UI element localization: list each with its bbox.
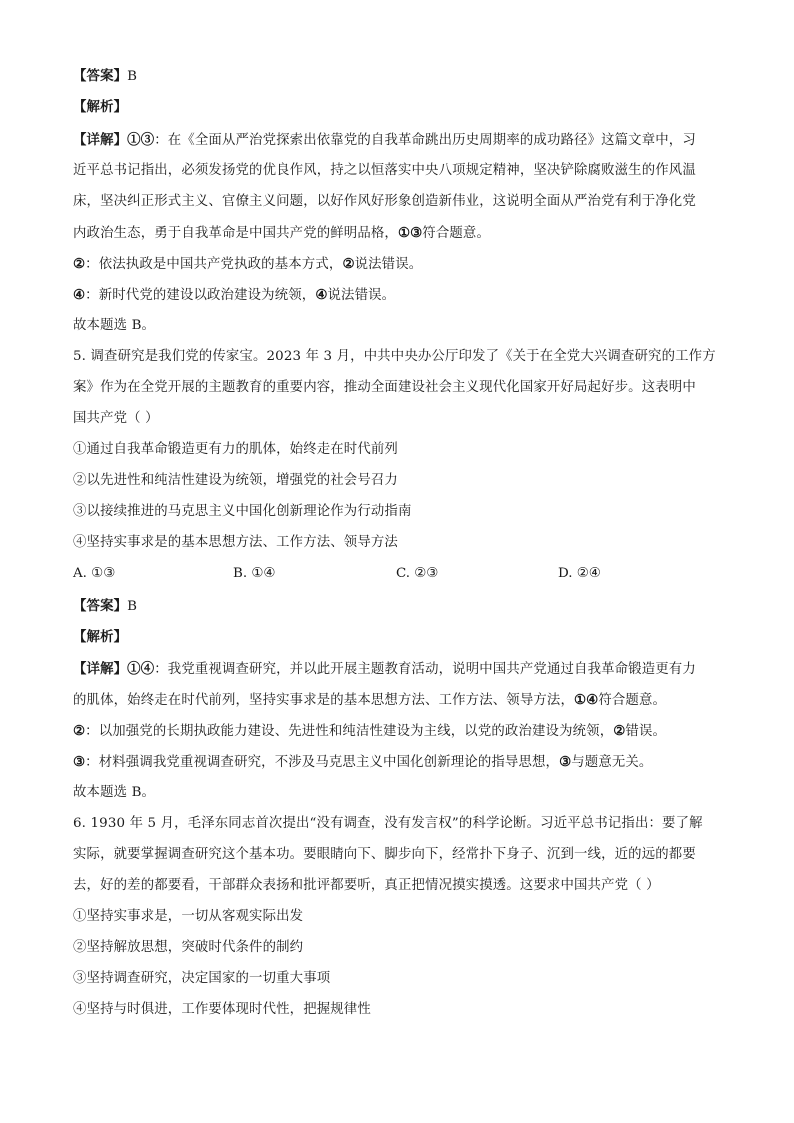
wrong-text: ：依法执政是中国共产党执政的基本方式，: [85, 257, 343, 272]
q5-stem-line-3: 国共产党（ ）: [73, 411, 159, 426]
q4-detail-line-3: 床，坚决纠正形式主义、官僚主义问题，以好作风好形象创造新伟业，这说明全面从严治党有利于净化党: [73, 194, 696, 209]
wrong-mark: ②: [342, 256, 355, 272]
answer-value: B: [127, 69, 138, 84]
detail-tail: 符合题意。: [598, 693, 667, 708]
q5-answer-line: [73, 596, 725, 616]
q6-item-2: ②坚持解放思想，突破时代条件的制约: [73, 940, 304, 955]
q5-wrong-1: [73, 721, 725, 741]
wrong-tail: 说法错误。: [354, 257, 423, 272]
wrong-tail: 错误。: [625, 724, 667, 739]
q4-wrong-2: [73, 285, 725, 305]
wrong-mark: ②: [613, 723, 626, 739]
q4-detail-line-2: 近平总书记指出，必须发扬党的优良作风，持之以恒落实中央八项规定精神，坚决铲除腐败滋生的作风温: [73, 163, 696, 178]
q4-analysis-tag: 【解析】: [73, 99, 128, 115]
q6-item-3: ③坚持调查研究，决定国家的一切重大事项: [73, 971, 331, 986]
wrong-head: ②: [73, 723, 86, 739]
q6-stem-line-3: 去，好的差的都要看，干部群众表扬和批评都要听，真正把情况摸实摸透。这要求中国共产党（ ）: [73, 878, 660, 893]
detail-mark: ①③: [397, 225, 423, 241]
q5-option-d: D. ②④: [558, 566, 601, 581]
q5-stem-line-2: 案》作为在全党开展的主题教育的重要内容，推动全面建设社会主义现代化国家开好局起好步。这表明中: [73, 380, 696, 395]
detail-text: 内政治生态，勇于自我革命是中国共产党的鲜明品格，: [73, 226, 398, 241]
answer-value: B: [127, 599, 138, 614]
q6-item-1: ①坚持实事求是，一切从客观实际出发: [73, 909, 304, 924]
q5-item-4: ④坚持实事求是的基本思想方法、工作方法、领导方法: [73, 535, 398, 550]
q5-option-c: C. ②③: [396, 566, 439, 581]
wrong-text: ：新时代党的建设以政治建设为统领，: [85, 288, 316, 303]
wrong-tail: 与题意无关。: [571, 755, 653, 770]
detail-text: 的肌体，始终走在时代前列，坚持实事求是的基本思想方法、工作方法、领导方法，: [73, 693, 575, 708]
q5-detail-line-2: [73, 690, 725, 710]
detail-tag: 【详解】: [73, 132, 128, 148]
q4-answer-line: [73, 66, 725, 86]
detail-tag: 【详解】: [73, 661, 128, 677]
q6-stem-line-2: 实际，就要掌握调查研究这个基本功。要眼睛向下、脚步向下，经常扑下身子、沉到一线，近的远的都要: [73, 847, 696, 862]
wrong-head: ④: [73, 287, 86, 303]
wrong-mark: ④: [315, 287, 328, 303]
q5-item-2: ②以先进性和纯洁性建设为统领，增强党的社会号召力: [73, 473, 398, 488]
detail-tail: 符合题意。: [422, 226, 490, 241]
detail-head: ①④: [127, 661, 155, 677]
wrong-mark: ③: [559, 754, 572, 770]
answer-tag: 【答案】: [73, 68, 128, 84]
q5-detail-line-1: [73, 659, 725, 679]
wrong-text: ：以加强党的长期执政能力建设、先进性和纯洁性建设为主线，以党的政治建设为统领，: [85, 724, 614, 739]
q5-wrong-2: [73, 752, 725, 772]
q4-conclusion: 故本题选 B。: [73, 318, 156, 333]
q5-conclusion: 故本题选 B。: [73, 785, 156, 800]
q6-item-4: ④坚持与时俱进，工作要体现时代性，把握规律性: [73, 1002, 371, 1017]
q5-item-1: ①通过自我革命锻造更有力的肌体，始终走在时代前列: [73, 442, 398, 457]
detail-text: ：在《全面从严治党探索出依靠党的自我革命跳出历史周期率的成功路径》这篇文章中，习: [154, 133, 696, 148]
detail-head: ①③: [127, 132, 155, 148]
q4-wrong-1: [73, 254, 725, 274]
wrong-head: ②: [73, 256, 86, 272]
q4-detail-line-4: [73, 223, 725, 243]
detail-text: ：我党重视调查研究，并以此开展主题教育活动，说明中国共产党通过自我革命锻造更有力: [154, 662, 696, 677]
answer-tag: 【答案】: [73, 598, 128, 614]
q5-stem-line-1: 5. 调查研究是我们党的传家宝。2023 年 3 月，中共中央办公厅印发了《关于在全党大兴调查研究的工作方: [73, 349, 716, 364]
detail-mark: ①④: [574, 692, 599, 708]
wrong-tail: 说法错误。: [327, 288, 396, 303]
q5-item-3: ③以接续推进的马克思主义中国化创新理论作为行动指南: [73, 504, 412, 519]
q5-option-a: A. ①③: [73, 566, 116, 581]
wrong-head: ③: [73, 754, 86, 770]
q5-option-b: B. ①④: [233, 566, 276, 581]
q4-detail-line-1: [73, 130, 725, 150]
wrong-text: ：材料强调我党重视调查研究，不涉及马克思主义中国化创新理论的指导思想，: [85, 755, 560, 770]
q6-stem-line-1: 6. 1930 年 5 月，毛泽东同志首次提出“没有调查，没有发言权”的科学论断。习近平总书记指出：要了解: [73, 816, 703, 831]
q5-analysis-tag: 【解析】: [73, 629, 128, 645]
